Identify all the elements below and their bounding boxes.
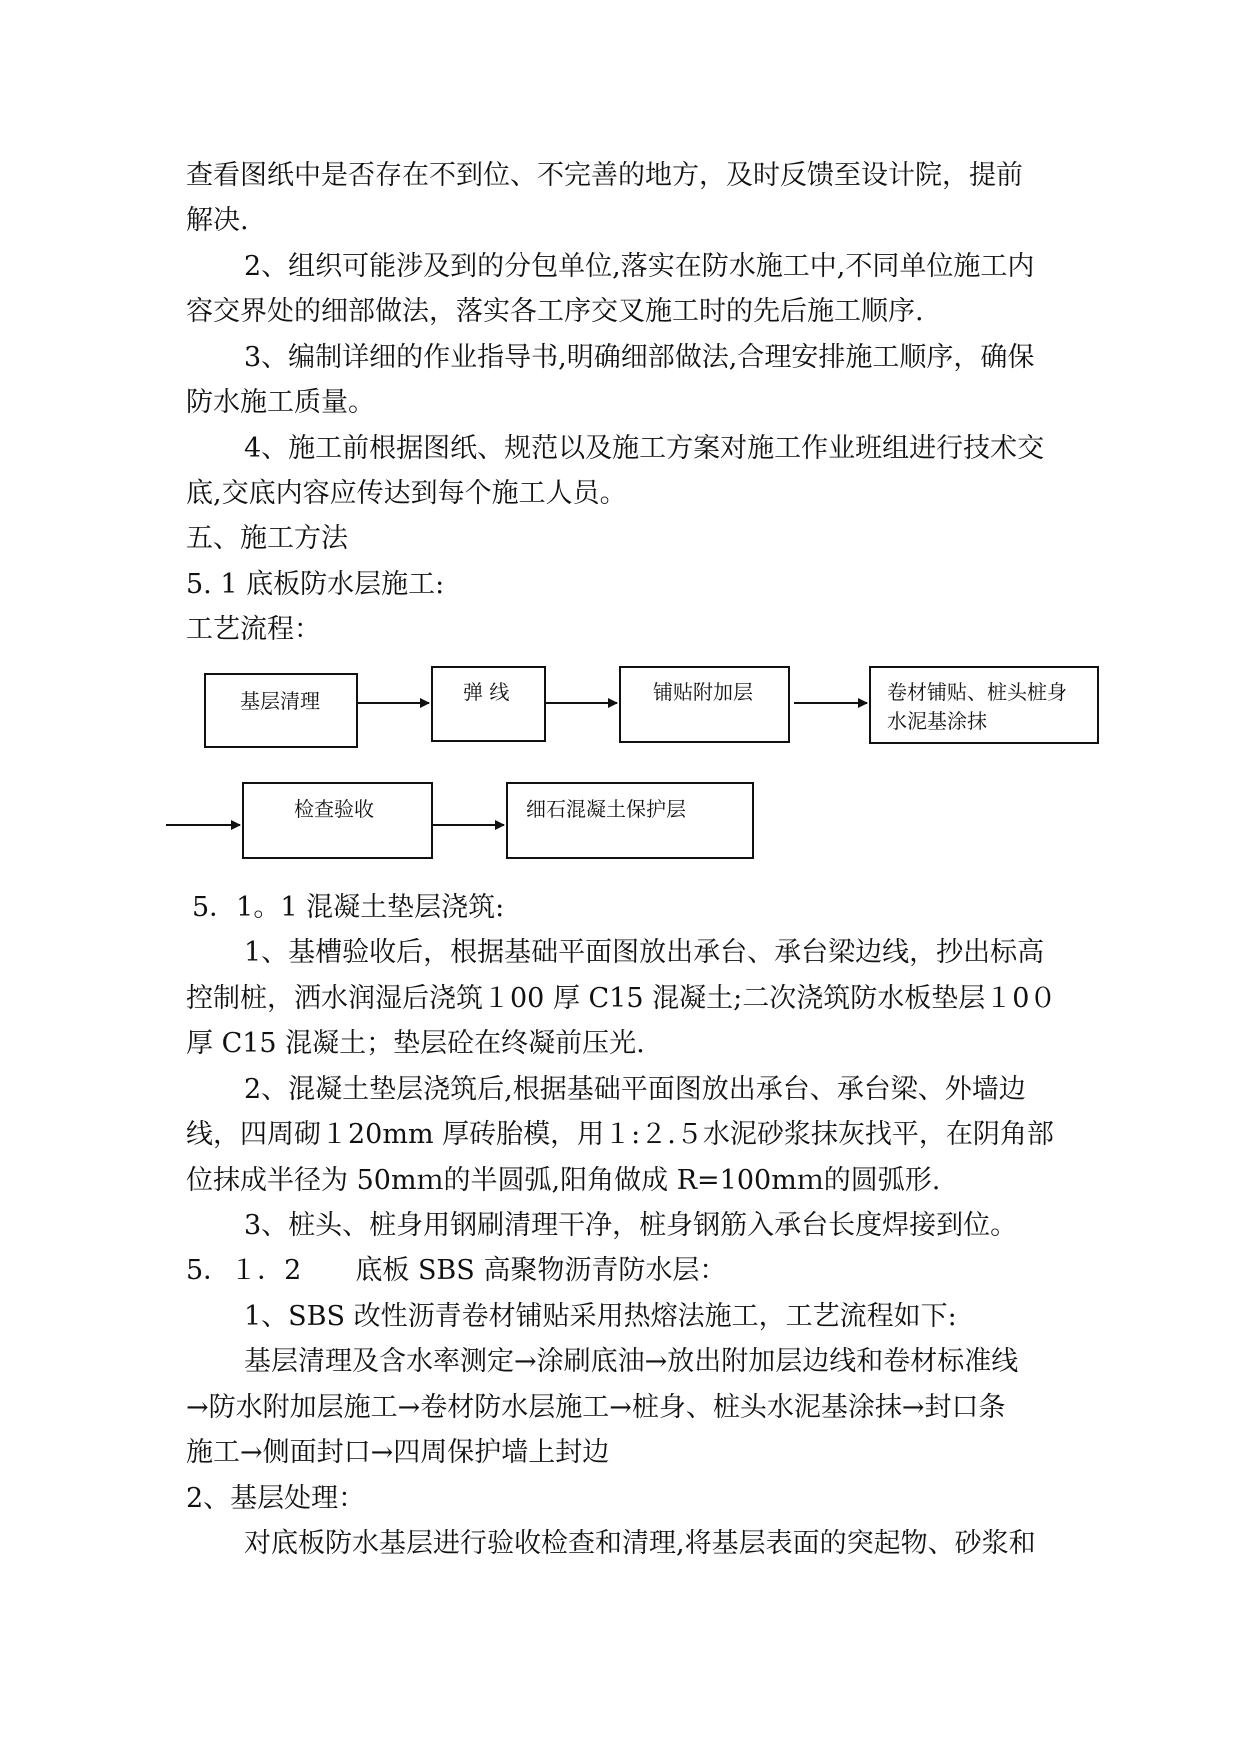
- paragraph-line: 3、编制详细的作业指导书,明确细部做法,合理安排施工顺序，确保: [244, 342, 1035, 373]
- flow-step-label: 基层清理: [240, 689, 320, 713]
- paragraph-line: 线，四周砌１20mm 厚砖胎模，用１:２.５水泥砂浆抹灰找平，在阴角部: [186, 1119, 1054, 1150]
- paragraph-line: 3、桩头、桩身用钢刷清理干净，桩身钢筋入承台长度焊接到位。: [244, 1210, 1018, 1241]
- flow-step-label: 铺贴附加层: [653, 680, 753, 704]
- flow-step-label: 卷材铺贴、桩头桩身: [887, 680, 1067, 704]
- paragraph-line: 控制桩，洒水润湿后浇筑１00 厚 C15 混凝土;二次浇筑防水板垫层１0０: [186, 983, 1057, 1014]
- flow-step-label: 检查验收: [294, 797, 374, 821]
- paragraph-line: 查看图纸中是否存在不到位、不完善的地方，及时反馈至设计院，提前: [186, 160, 1023, 191]
- paragraph-line: 2、组织可能涉及到的分包单位,落实在防水施工中,不同单位施工内: [244, 251, 1035, 282]
- paragraph-line: 1、SBS 改性沥青卷材铺贴采用热熔法施工，工艺流程如下:: [244, 1301, 957, 1332]
- subsection-heading: 5. 1 底板防水层施工:: [186, 569, 445, 600]
- paragraph-line: 4、施工前根据图纸、规范以及施工方案对施工作业班组进行技术交: [244, 433, 1045, 464]
- flow-step-label: 水泥基涂抹: [887, 709, 987, 733]
- paragraph-line: 防水施工质量。: [186, 387, 375, 418]
- flow-title: 工艺流程：: [186, 614, 321, 645]
- paragraph-line: 施工→侧面封口→四周保护墙上封边: [186, 1437, 610, 1468]
- paragraph-line: 2、混凝土垫层浇筑后,根据基础平面图放出承台、承台梁、外墙边: [244, 1074, 1026, 1105]
- paragraph-line: 位抹成半径为 50mｍ的半圆弧,阳角做成 R=100mｍ的圆弧形.: [186, 1165, 941, 1196]
- section-heading: 五、施工方法: [186, 523, 348, 554]
- flow-step-label: 弹 线: [463, 680, 510, 704]
- paragraph-line: 厚 C15 混凝土；垫层砼在终凝前压光.: [186, 1028, 645, 1059]
- subsection-heading: 2、基层处理：: [186, 1483, 366, 1514]
- subsection-heading: 5．1。1 混凝土垫层浇筑:: [192, 892, 505, 923]
- paragraph-line: 基层清理及含水率测定→涂刷底油→放出附加层边线和卷材标准线: [244, 1346, 1019, 1377]
- paragraph-line: 解决.: [186, 205, 249, 236]
- paragraph-line: 1、基槽验收后，根据基础平面图放出承台、承台梁边线，抄出标高: [244, 937, 1045, 968]
- paragraph-line: 对底板防水基层进行验收检查和清理,将基层表面的突起物、砂浆和: [244, 1528, 1036, 1559]
- paragraph-line: 底,交底内容应传达到每个施工人员。: [186, 478, 627, 509]
- subsection-heading: 5．１．2 底板 SBS 高聚物沥青防水层：: [186, 1255, 727, 1286]
- paragraph-line: 容交界处的细部做法，落实各工序交叉施工时的先后施工顺序.: [186, 296, 924, 327]
- paragraph-line: →防水附加层施工→卷材防水层施工→桩身、桩头水泥基涂抹→封口条: [186, 1392, 1006, 1423]
- flow-step-label: 细石混凝土保护层: [526, 797, 686, 821]
